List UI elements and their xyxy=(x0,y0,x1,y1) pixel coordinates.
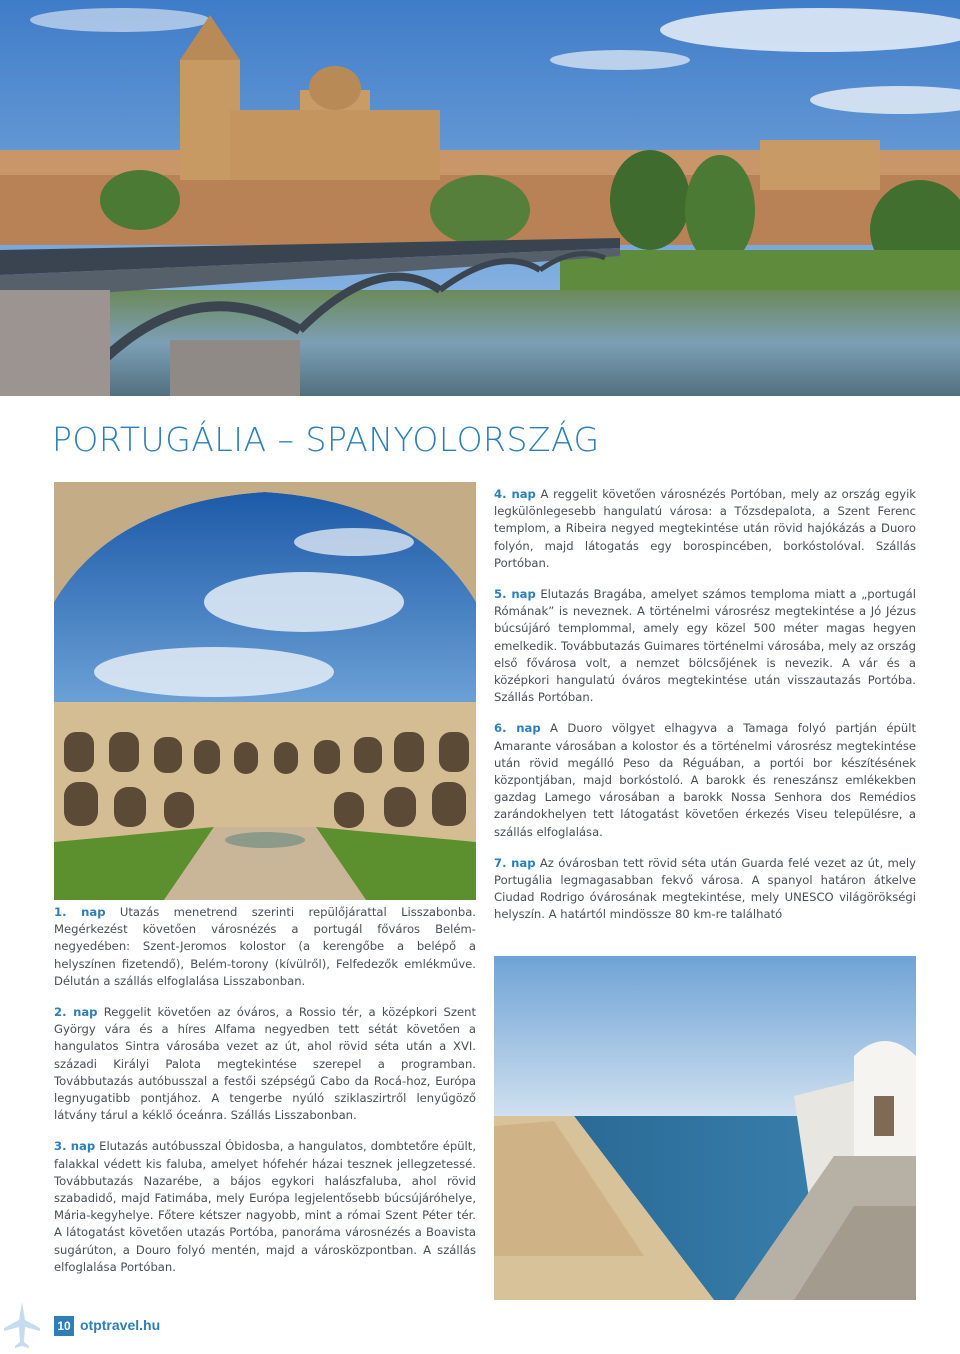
photo-nazare-coast xyxy=(494,956,916,1300)
hero-photo-salamanca xyxy=(0,0,960,396)
day-4-label: 4. nap xyxy=(494,487,536,501)
day-1-paragraph xyxy=(54,904,476,990)
day-3-label: 3. nap xyxy=(54,1139,96,1154)
day-4-text: A reggelit követően városnézés Portóban, mely az ország egyik legkülönlegesebb hangulatú városa: a Tőzsdepalota, a Szent Ferenc templom, a Ribeira negyed megtekintése után rövid hajókázás a Duoro folyón, majd látogatás egy borospincében, borkóstolóval. Szállás Portóban. xyxy=(494,487,917,570)
page-title: PORTUGÁLIA – SPANYOLORSZÁG xyxy=(52,420,600,459)
hero-illustration xyxy=(0,0,960,396)
day-1-label: 1. nap xyxy=(54,905,106,919)
itinerary-left-column xyxy=(54,904,476,1290)
day-1-text: Utazás menetrend szerinti repülőjárattal Lisszabonba. Megérkezést követően városnézés a portugál főváros Belém-negyedében: Szent-Jeromos kolostor (a kerengőbe a belépő a helyszínen fizetendő), Belém-torony (kívülről), Felfedezők emlékműve. Délután a szállás elfoglalása Lisszabonban. xyxy=(54,905,476,988)
day-3-text: Elutazás autóbusszal Óbidosba, a hangulatos, dombtetőre épült, falakkal védett kis faluba, amelyet hófehér házai tesznek jellegzetessé. Továbbutazás Nazarébe, a bájos egykori halászfaluba, ahol rövid szabadidő, majd Fatimába, mely Európa legjelentősebb búcsújáróhelye, Mária-kegyhelye. Főtere kétszer nagyobb, mint a római Szent Péter tér. A látogatást követően utazás Portóba, panoráma városnézés a Boavista sugárúton, a Douro folyó mentén, majd a városközpontban. A szállás elfoglalása Portóban. xyxy=(54,1139,477,1274)
day-7-paragraph xyxy=(494,855,916,924)
day-6-paragraph xyxy=(494,720,916,840)
day-5-paragraph xyxy=(494,586,916,706)
day-7-label: 7. nap xyxy=(494,855,536,870)
day-3-paragraph xyxy=(54,1138,476,1276)
day-2-paragraph xyxy=(54,1004,476,1124)
airplane-icon xyxy=(2,1300,42,1350)
day-2-text: Reggelit követően az óváros, a Rossio tér, a középkori Szent György vára és a híres Alfama negyedben tett sétát követően a hangulatos Sintra városába vezet az út, ahol rövid séta után a XVI. századi Királyi Palota megtekintése szerepel a programban. Továbbutazás autóbusszal a festői szépségű Cabo da Rocá-hoz, Európa legnyugatibb pontjához. A tengerbe nyúló sziklaszirtről lenyűgöző látvány tárul a kéklő óceánra. Szállás Lisszabonban. xyxy=(54,1005,476,1123)
day-6-text: A Duoro völgyet elhagyva a Tamaga folyó partján épült Amarante városában a kolostor és a történelmi városrész megtekintése után rövid megálló Peso da Réguában, a portói bor készítésének központjában, majd borkóstoló. A barokk és reneszánsz emlékekben gazdag Lamego városában a barokk Nossa Senhora dos Remédios zarándokhelyen tett látogatást követően érkezés Viseu településre, a szállás elfoglalása. xyxy=(494,721,917,839)
website-link[interactable]: otptravel.hu xyxy=(80,1317,161,1333)
itinerary-right-column xyxy=(494,486,916,938)
day-5-label: 5. nap xyxy=(494,587,536,602)
page-number: 10 xyxy=(54,1316,74,1336)
day-6-label: 6. nap xyxy=(494,721,541,736)
day-4-paragraph xyxy=(494,486,916,572)
day-2-label: 2. nap xyxy=(54,1005,98,1020)
cloister-illustration xyxy=(54,482,476,900)
coast-illustration xyxy=(494,956,916,1300)
day-5-text: Elutazás Bragába, amelyet számos temploma miatt a „portugál Rómának” is neveznek. A történelmi városrész megtekintése a Jó Jézus búcsújáró templommal, amely egy közel 500 méter magas hegyen emelkedik. Továbbutazás Guimares történelmi városába, mely az ország első fővárosa volt, a nemzet bölcsőjének is nevezik. A vár és a középkori hangulatú óváros megtekintése után visszautazás Portóba. Szállás Portóban. xyxy=(494,587,917,705)
day-7-text: Az óvárosban tett rövid séta után Guarda felé vezet az út, mely Portugália legmagasabban fekvő városa. A spanyol határon átkelve Ciudad Rodrigo óvárosának megtekintése, mely UNESCO világörökségi helyszín. A határtól mindössze 80 km-re található xyxy=(494,855,917,922)
photo-jeronimos-cloister xyxy=(54,482,476,900)
